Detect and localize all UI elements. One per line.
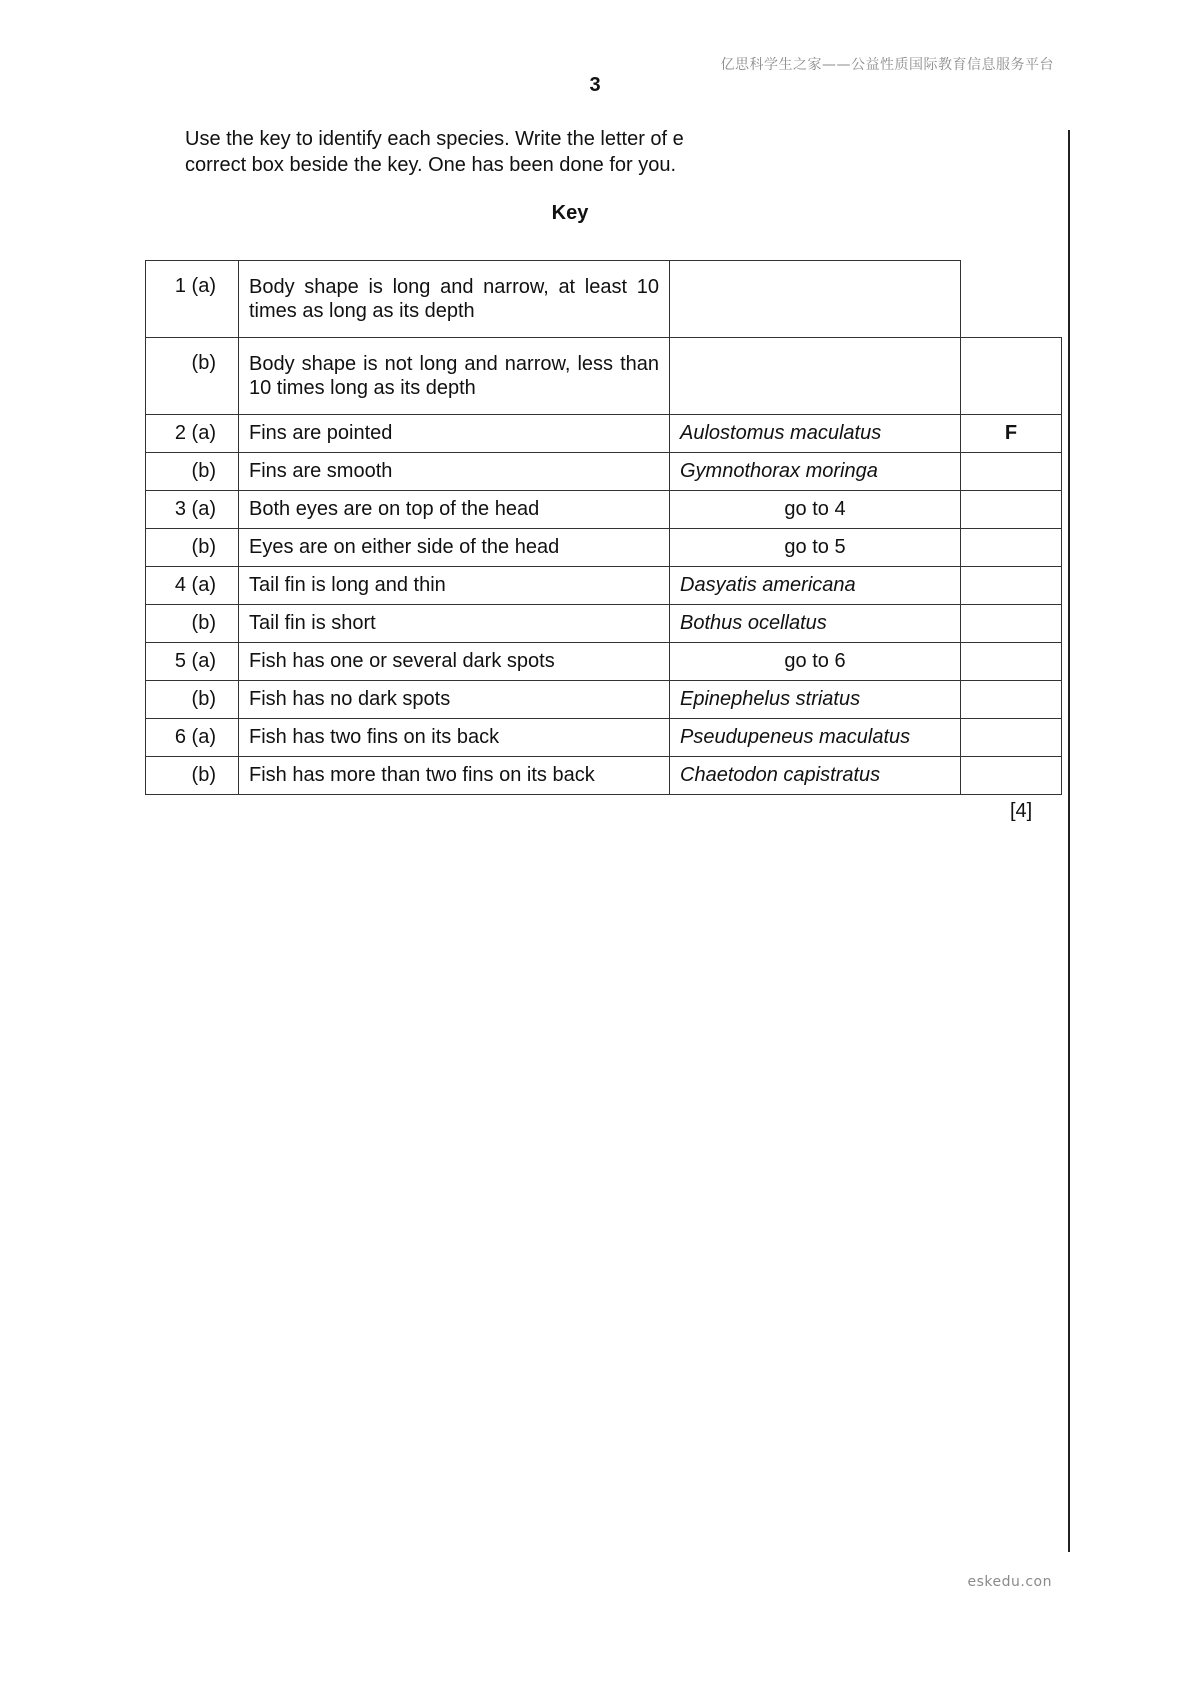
key-row-1a <box>146 261 1062 338</box>
key-row-number: 3 (a) <box>146 491 239 529</box>
key-row-species: Pseudupeneus maculatus <box>670 719 961 757</box>
key-row-number: (b) <box>146 529 239 567</box>
key-row-number: (b) <box>146 453 239 491</box>
key-row-3b <box>146 529 1062 567</box>
margin-rule <box>1068 130 1070 1552</box>
key-row-number: (b) <box>146 681 239 719</box>
key-row-number: 2 (a) <box>146 415 239 453</box>
answer-box[interactable]: F <box>961 415 1062 453</box>
key-row-4a <box>146 567 1062 605</box>
header-watermark: 亿思科学生之家——公益性质国际教育信息服务平台 <box>720 57 1054 73</box>
key-row-description: Eyes are on either side of the head <box>239 529 670 567</box>
key-title: Key <box>551 202 589 224</box>
key-row-number: (b) <box>146 605 239 643</box>
key-row-species: Epinephelus striatus <box>670 681 961 719</box>
footer-watermark: eskedu.con <box>967 1574 1052 1590</box>
key-row-description: Fins are pointed <box>239 415 670 453</box>
key-row-description: Both eyes are on top of the head <box>239 491 670 529</box>
key-row-description: Fish has no dark spots <box>239 681 670 719</box>
key-row-description: Fins are smooth <box>239 453 670 491</box>
key-row-number: 6 (a) <box>146 719 239 757</box>
answer-box[interactable] <box>961 605 1062 643</box>
key-row-2b <box>146 453 1062 491</box>
instructions-line-2: correct box beside the key. One has been done for you. <box>185 154 677 176</box>
key-row-2a <box>146 415 1062 453</box>
answer-box[interactable] <box>961 567 1062 605</box>
answer-box[interactable] <box>961 719 1062 757</box>
marks-allocation: [4] <box>1010 800 1033 822</box>
key-row-species: Dasyatis americana <box>670 567 961 605</box>
key-row-description: Body shape is not long and narrow, less than 10 times long as its depth <box>239 338 670 415</box>
key-row-6a <box>146 719 1062 757</box>
instructions <box>185 126 765 178</box>
key-row-description: Fish has two fins on its back <box>239 719 670 757</box>
key-row-description: Tail fin is long and thin <box>239 567 670 605</box>
key-row-description: Fish has one or several dark spots <box>239 643 670 681</box>
key-row-goto: go to 5 <box>670 529 961 567</box>
identification-key-table <box>145 260 1062 795</box>
answer-box[interactable] <box>961 491 1062 529</box>
key-row-5b <box>146 681 1062 719</box>
key-row-number: (b) <box>146 338 239 415</box>
answer-box[interactable] <box>961 338 1062 415</box>
key-row-number: 5 (a) <box>146 643 239 681</box>
key-row-number: (b) <box>146 757 239 795</box>
key-row-description: Tail fin is short <box>239 605 670 643</box>
answer-box[interactable] <box>961 757 1062 795</box>
key-row-4b <box>146 605 1062 643</box>
key-row-6b <box>146 757 1062 795</box>
answer-box[interactable] <box>961 261 1062 338</box>
key-row-goto: go to 6 <box>670 643 961 681</box>
key-row-5a <box>146 643 1062 681</box>
instructions-line-1: Use the key to identify each species. Write the letter of e <box>185 128 684 150</box>
key-row-species: Bothus ocellatus <box>670 605 961 643</box>
key-row-description: Body shape is long and narrow, at least 10 times as long as its depth <box>239 261 670 338</box>
answer-box[interactable] <box>961 529 1062 567</box>
key-row-1b <box>146 338 1062 415</box>
answer-box[interactable] <box>961 643 1062 681</box>
key-row-description: Fish has more than two fins on its back <box>239 757 670 795</box>
key-row-species: Aulostomus maculatus <box>670 415 961 453</box>
key-row-3a <box>146 491 1062 529</box>
answer-box[interactable] <box>961 453 1062 491</box>
key-row-goto: go to 4 <box>670 491 961 529</box>
key-row-number: 1 (a) <box>146 261 239 338</box>
key-row-outcome <box>670 338 961 415</box>
key-row-outcome <box>670 261 961 338</box>
key-row-species: Gymnothorax moringa <box>670 453 961 491</box>
key-row-species: Chaetodon capistratus <box>670 757 961 795</box>
key-row-number: 4 (a) <box>146 567 239 605</box>
page-number: 3 <box>589 74 601 96</box>
answer-box[interactable] <box>961 681 1062 719</box>
